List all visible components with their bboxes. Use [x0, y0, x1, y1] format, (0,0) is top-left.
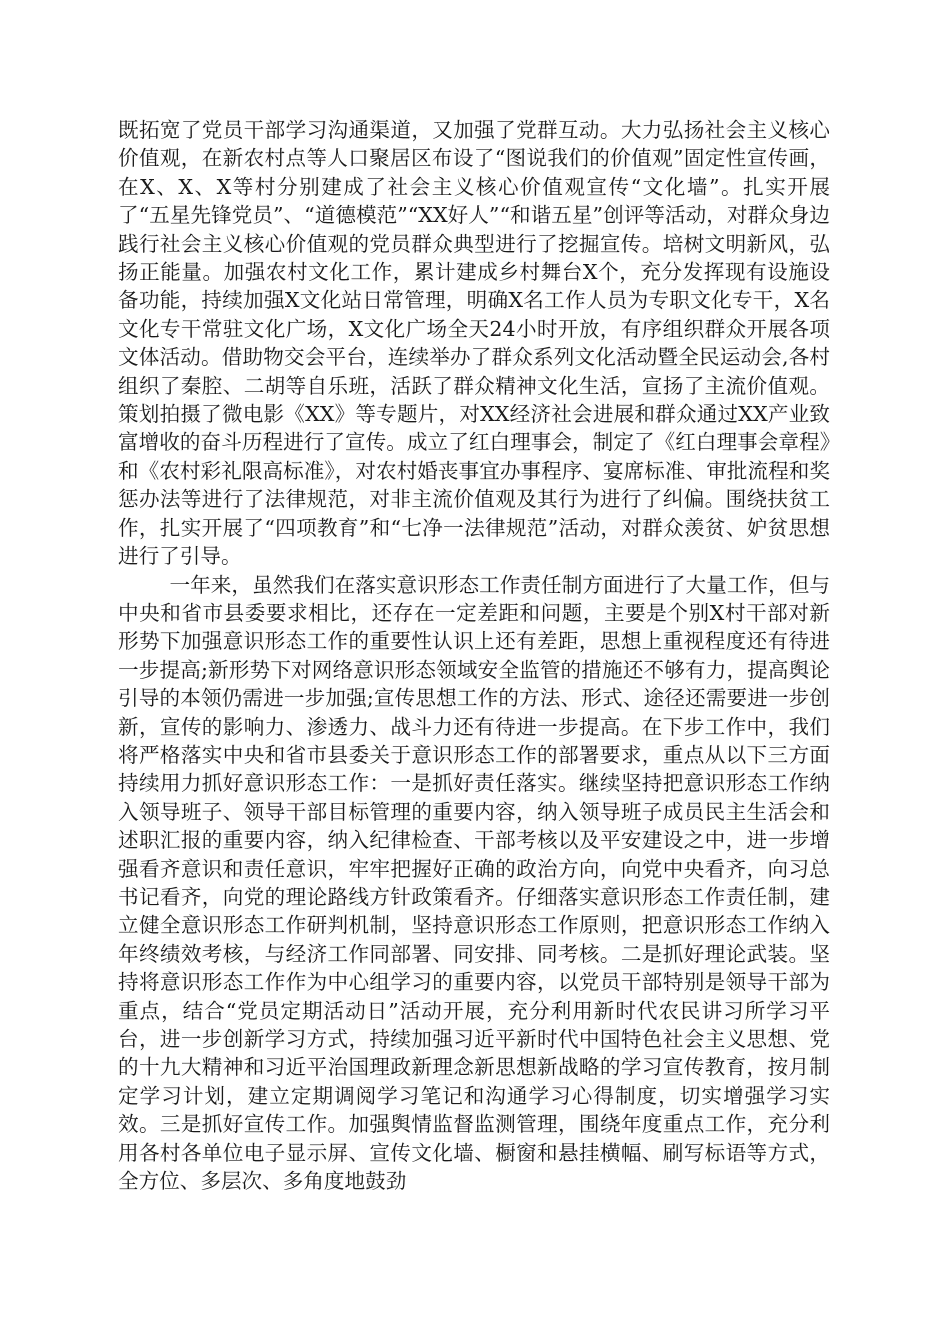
document-body: [118, 116, 830, 1195]
paragraph-continuation: 既拓宽了党员干部学习沟通渠道，又加强了党群互动。大力弘扬社会主义核心价值观，在新农村点等人口聚居区布设了“图说我们的价值观”固定性宣传画，在X、X、X等村分别建成了社会主义核心价值观宣传“文化墙”。扎实开展了“五星先锋党员”、“道德模范”“XX好人”“和谐五星”创评等活动，对群众身边践行社会主义核心价值观的党员群众典型进行了挖掘宣传。培树文明新风，弘扬正能量。加强农村文化工作，累计建成乡村舞台X个，充分发挥现有设施设备功能，持续加强X文化站日常管理，明确X名工作人员为专职文化专干，X名文化专干常驻文化广场，X文化广场全天24小时开放，有序组织群众开展各项文体活动。借助物交会平台，连续举办了群众系列文化活动暨全民运动会,各村组织了秦腔、二胡等自乐班，活跃了群众精神文化生活，宣扬了主流价值观。策划拍摄了微电影《XX》等专题片，对XX经济社会进展和群众通过XX产业致富增收的奋斗历程进行了宣传。成立了红白理事会，制定了《红白理事会章程》和《农村彩礼限高标准》，对农村婚丧事宜办事程序、宴席标准、审批流程和奖惩办法等进行了法律规范，对非主流价值观及其行为进行了纠偏。围绕扶贫工作，扎实开展了“四项教育”和“七净一法律规范”活动，对群众羡贫、妒贫思想进行了引导。: [118, 118, 830, 569]
paragraph-summary: 一年来，虽然我们在落实意识形态工作责任制方面进行了大量工作，但与中央和省市县委要求相比，还存在一定差距和问题，主要是个别X村干部对新形势下加强意识形态工作的重要性认识上还有差距，思想上重视程度还有待进一步提高;新形势下对网络意识形态领域安全监管的措施还不够有力，提高舆论引导的本领仍需进一步加强;宣传思想工作的方法、形式、途径还需要进一步创新，宣传的影响力、渗透力、战斗力还有待进一步提高。在下步工作中，我们将严格落实中央和省市县委关于意识形态工作的部署要求，重点从以下三方面持续用力抓好意识形态工作：一是抓好责任落实。继续坚持把意识形态工作纳入领导班子、领导干部目标管理的重要内容，纳入领导班子成员民主生活会和述职汇报的重要内容，纳入纪律检查、干部考核以及平安建设之中，进一步增强看齐意识和责任意识，牢牢把握好正确的政治方向，向党中央看齐，向习总书记看齐，向党的理论路线方针政策看齐。仔细落实意识形态工作责任制，建立健全意识形态工作研判机制，坚持意识形态工作原则，把意识形态工作纳入年终绩效考核，与经济工作同部署、同安排、同考核。二是抓好理论武装。坚持将意识形态工作作为中心组学习的重要内容，以党员干部特别是领导干部为重点，结合“党员定期活动日”活动开展，充分利用新时代农民讲习所学习平台，进一步创新学习方式，持续加强习近平新时代中国特色社会主义思想、党的十九大精神和习近平治国理政新理念新思想新战略的学习宣传教育，按月制定学习计划，建立定期调阅学习笔记和沟通学习心得制度，切实增强学习实效。三是抓好宣传工作。加强舆情监督监测管理，围绕年度重点工作，充分利用各村各单位电子显示屏、宣传文化墙、橱窗和悬挂横幅、刷写标语等方式，全方位、多层次、多角度地鼓劲: [118, 572, 830, 1194]
